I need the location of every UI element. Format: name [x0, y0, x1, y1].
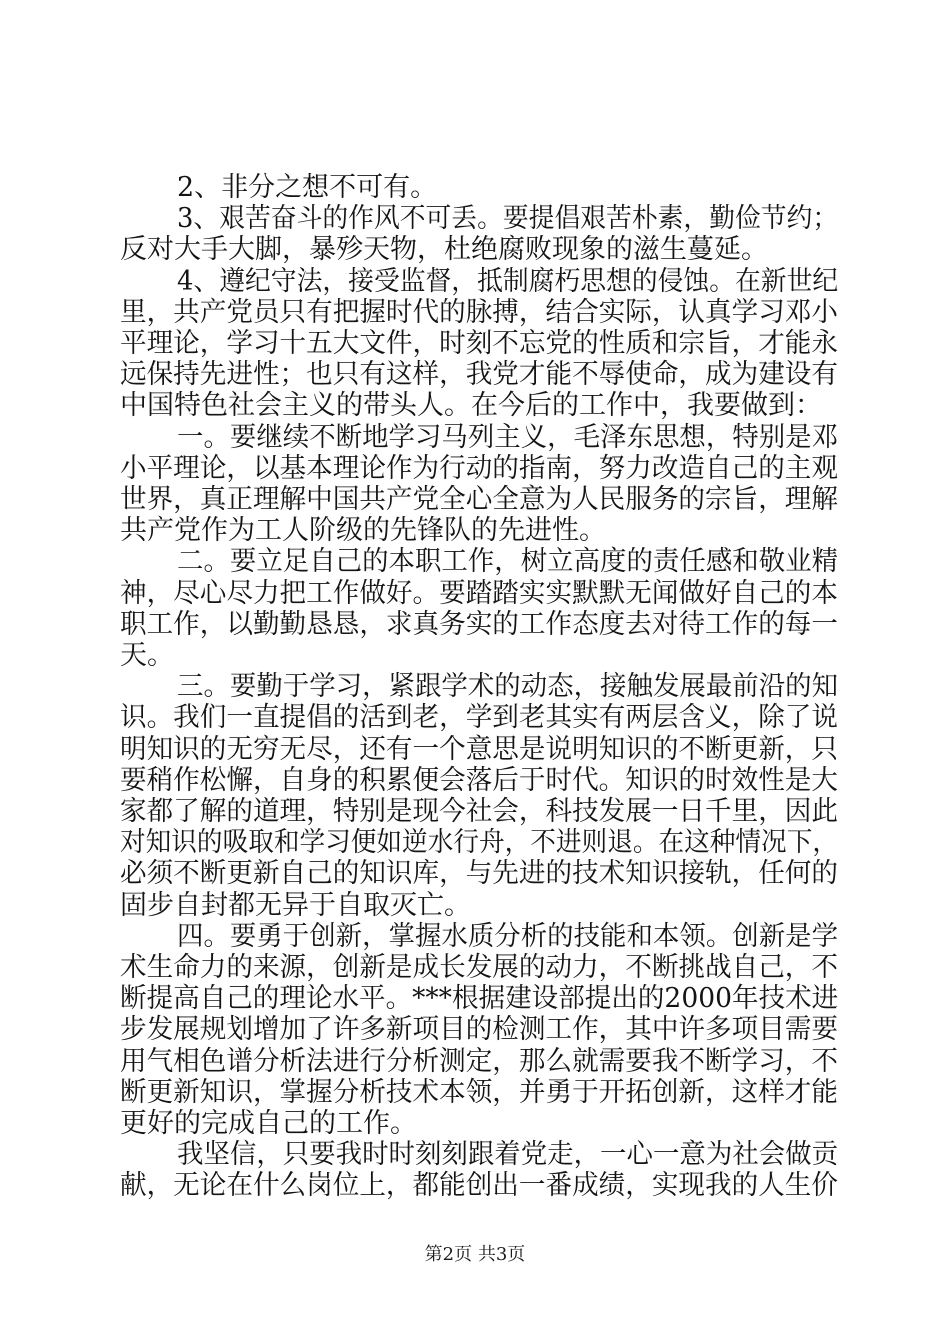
paragraph-line: 2、非分之想不可有。 — [177, 172, 438, 203]
paragraph-line: 步发展规划增加了许多新项目的检测工作，其中许多项目需要 — [120, 1014, 838, 1046]
paragraph-line: 远保持先进性；也只有这样，我党才能不辱使命，成为建设有 — [120, 359, 838, 391]
paragraph-line: 必须不断更新自己的知识库，与先进的技术知识接轨，任何的 — [120, 858, 838, 890]
paragraph-line: 天。 — [120, 640, 174, 671]
paragraph-line: 里，共产党员只有把握时代的脉搏，结合实际，认真学习邓小 — [120, 296, 838, 328]
page-footer: 第2页 共3页 — [424, 1244, 526, 1265]
paragraph-line: 共产党作为工人阶级的先锋队的先进性。 — [120, 515, 606, 547]
paragraph-line: 献，无论在什么岗位上，都能创出一番成绩，实现我的人生价 — [120, 1170, 838, 1202]
paragraph-line: 家都了解的道理，特别是现今社会，科技发展一日千里，因此 — [120, 796, 838, 827]
paragraph-line: 固步自封都无异于自取灭亡。 — [120, 889, 471, 921]
paragraph-line: 断提高自己的理论水平。***根据建设部提出的2000年技术进 — [120, 983, 839, 1015]
paragraph-line: 二。要立足自己的本职工作，树立高度的责任感和敬业精 — [177, 546, 839, 578]
paragraph-line: 断更新知识，掌握分析技术本领，并勇于开拓创新，这样才能 — [120, 1076, 838, 1108]
paragraph-line: 四。要勇于创新，掌握水质分析的技能和本领。创新是学 — [177, 920, 839, 952]
paragraph-line: 要稍作松懈，自身的积累便会落后于时代。知识的时效性是大 — [120, 764, 838, 796]
paragraph-line: 更好的完成自己的工作。 — [120, 1108, 417, 1139]
paragraph-line: 明知识的无穷无尽，还有一个意思是说明知识的不断更新，只 — [120, 733, 838, 765]
paragraph-line: 中国特色社会主义的带头人。在今后的工作中，我要做到： — [120, 390, 822, 422]
paragraph-line: 用气相色谱分析法进行分析测定，那么就需要我不断学习，不 — [120, 1045, 838, 1077]
paragraph-line: 术生命力的来源，创新是成长发展的动力，不断挑战自己，不 — [120, 952, 838, 983]
paragraph-line: 神，尽心尽力把工作做好。要踏踏实实默默无闻做好自己的本 — [120, 577, 838, 609]
paragraph-line: 识。我们一直提倡的活到老，学到老其实有两层含义，除了说 — [120, 702, 838, 734]
paragraph-line: 平理论，学习十五大文件，时刻不忘党的性质和宗旨，才能永 — [120, 328, 838, 359]
paragraph-line: 职工作，以勤勤恳恳，求真务实的工作态度去对待工作的每一 — [120, 608, 838, 640]
paragraph-line: 世界，真正理解中国共产党全心全意为人民服务的宗旨，理解 — [120, 484, 838, 515]
paragraph-line: 4、遵纪守法，接受监督，抵制腐朽思想的侵蚀。在新世纪 — [177, 265, 839, 297]
paragraph-line: 对知识的吸取和学习便如逆水行舟，不进则退。在这种情况下， — [120, 827, 838, 859]
paragraph-line: 一。要继续不断地学习马列主义，毛泽东思想，特别是邓 — [177, 421, 839, 453]
paragraph-line: 三。要勤于学习，紧跟学术的动态，接触发展最前沿的知 — [177, 671, 839, 703]
paragraph-line: 3、艰苦奋斗的作风不可丢。要提倡艰苦朴素，勤俭节约； — [177, 203, 839, 235]
paragraph-line: 小平理论，以基本理论作为行动的指南，努力改造自己的主观 — [120, 452, 838, 484]
paragraph-line: 反对大手大脚，暴殄天物，杜绝腐败现象的滋生蔓延。 — [120, 234, 768, 266]
paragraph-line: 我坚信，只要我时时刻刻跟着党走，一心一意为社会做贡 — [177, 1139, 839, 1171]
